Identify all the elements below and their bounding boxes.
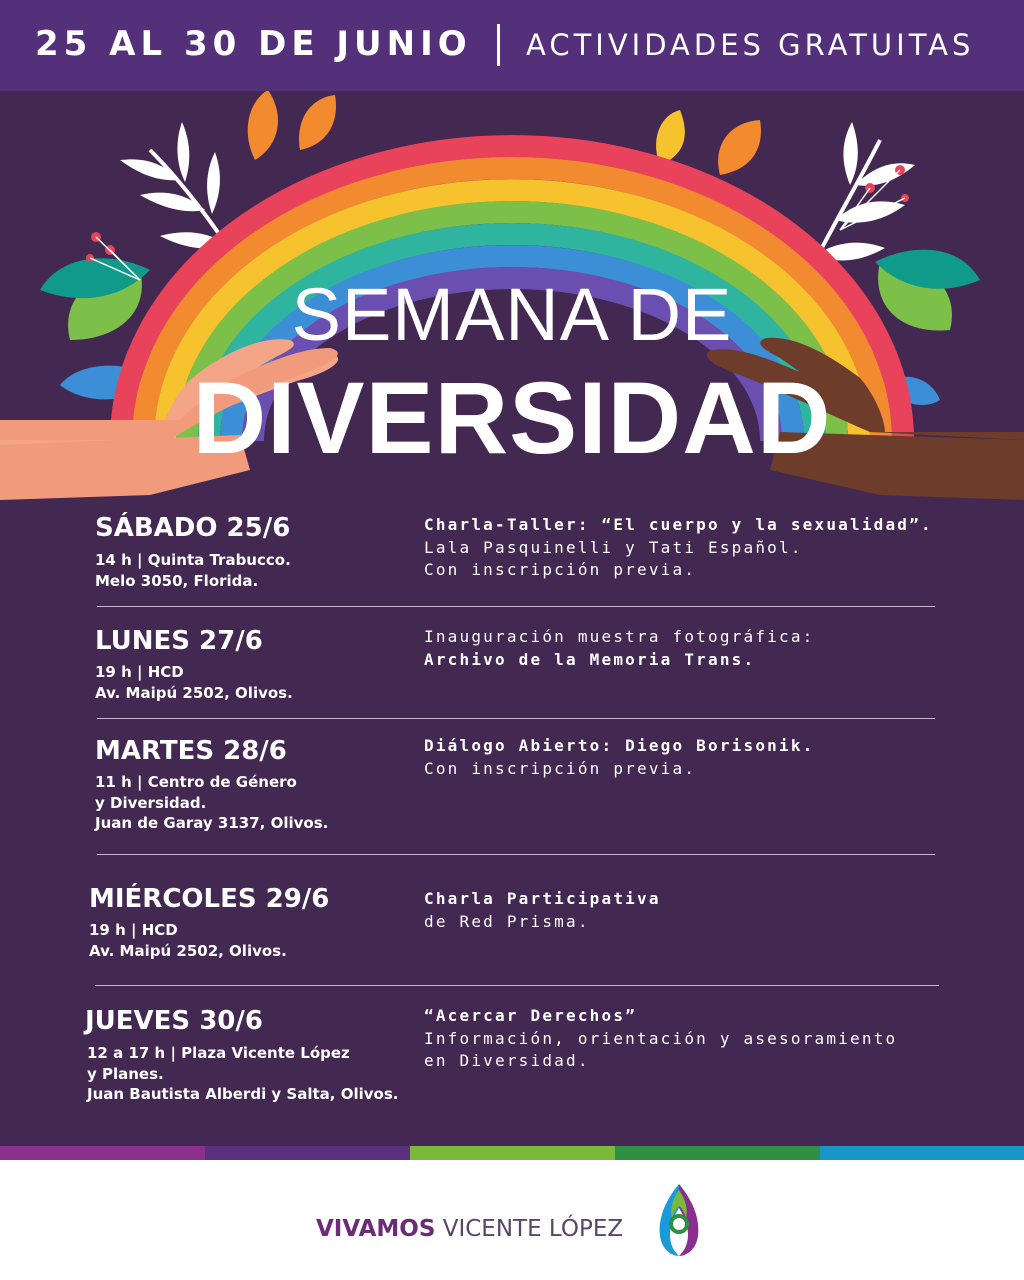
location-line: Melo 3050, Florida. bbox=[95, 571, 259, 590]
event-location bbox=[87, 1043, 398, 1105]
divider bbox=[97, 718, 935, 719]
event-location bbox=[95, 662, 293, 703]
title-line-1: SEMANA DE bbox=[291, 273, 733, 356]
divider bbox=[97, 606, 935, 607]
description-line: Con inscripción previa. bbox=[424, 758, 697, 778]
brand-bold: VIVAMOS bbox=[316, 1216, 436, 1242]
event-description bbox=[424, 1005, 897, 1073]
header-bar bbox=[0, 0, 1024, 91]
event-day: JUEVES 30/6 bbox=[85, 1006, 263, 1036]
stripe-segment bbox=[615, 1146, 820, 1160]
description-line: Lala Pasquinelli y Tati Español. bbox=[424, 537, 803, 557]
stripe-segment bbox=[0, 1146, 205, 1160]
event-day: SÁBADO 25/6 bbox=[95, 513, 291, 543]
event-description bbox=[424, 888, 661, 933]
event-day: MARTES 28/6 bbox=[95, 736, 287, 766]
divider bbox=[95, 985, 939, 986]
description-line: en Diversidad. bbox=[424, 1051, 590, 1070]
stripe-segment bbox=[820, 1146, 1024, 1160]
event-day: MIÉRCOLES 29/6 bbox=[89, 884, 330, 914]
date-range: 25 AL 30 DE JUNIO bbox=[35, 24, 472, 64]
hero-illustration bbox=[0, 91, 1024, 511]
description-line: Charla Participativa bbox=[424, 889, 661, 908]
description-line: Con inscripción previa. bbox=[424, 560, 697, 579]
location-line: 14 h | Quinta Trabucco. bbox=[95, 551, 291, 569]
divider bbox=[97, 854, 935, 855]
description-line: de Red Prisma. bbox=[424, 911, 590, 931]
location-line: Juan de Garay 3137, Olivos. bbox=[95, 814, 329, 832]
title-line-2: DIVERSIDAD bbox=[192, 361, 832, 475]
event-description bbox=[424, 626, 814, 671]
location-line: Av. Maipú 2502, Olivos. bbox=[95, 683, 293, 702]
location-line: Av. Maipú 2502, Olivos. bbox=[89, 941, 287, 960]
event-location bbox=[89, 920, 287, 961]
stripe-segment bbox=[410, 1146, 615, 1160]
brand-name bbox=[316, 1216, 623, 1242]
description-line: Archivo de la Memoria Trans. bbox=[424, 649, 756, 669]
description-line: Información, orientación y asesoramiento bbox=[424, 1028, 898, 1048]
event-description bbox=[424, 735, 814, 780]
event-location bbox=[95, 550, 291, 591]
description-line: Diálogo Abierto: Diego Borisonik. bbox=[424, 736, 815, 755]
location-line: y Planes. bbox=[87, 1064, 164, 1083]
description-line: Charla-Taller: “El cuerpo y la sexualidad”. bbox=[424, 515, 933, 534]
event-location bbox=[95, 772, 328, 834]
brand-regular: VICENTE LÓPEZ bbox=[442, 1216, 624, 1242]
event-day: LUNES 27/6 bbox=[95, 626, 263, 656]
location-line: 19 h | HCD bbox=[95, 663, 184, 681]
header-divider bbox=[497, 24, 500, 66]
location-line: 11 h | Centro de Género bbox=[95, 773, 297, 791]
location-line: y Diversidad. bbox=[95, 793, 207, 812]
description-line: Inauguración muestra fotográfica: bbox=[424, 627, 815, 646]
stripe-segment bbox=[205, 1146, 410, 1160]
header-label: ACTIVIDADES GRATUITAS bbox=[526, 28, 975, 62]
footer bbox=[0, 1160, 1024, 1280]
event-description bbox=[424, 514, 933, 582]
location-line: 19 h | HCD bbox=[89, 921, 178, 939]
location-line: Juan Bautista Alberdi y Salta, Olivos. bbox=[87, 1085, 399, 1103]
description-line: “Acercar Derechos” bbox=[424, 1006, 637, 1025]
location-line: 12 a 17 h | Plaza Vicente López bbox=[87, 1044, 350, 1062]
vicente-lopez-logo-icon bbox=[646, 1180, 712, 1258]
